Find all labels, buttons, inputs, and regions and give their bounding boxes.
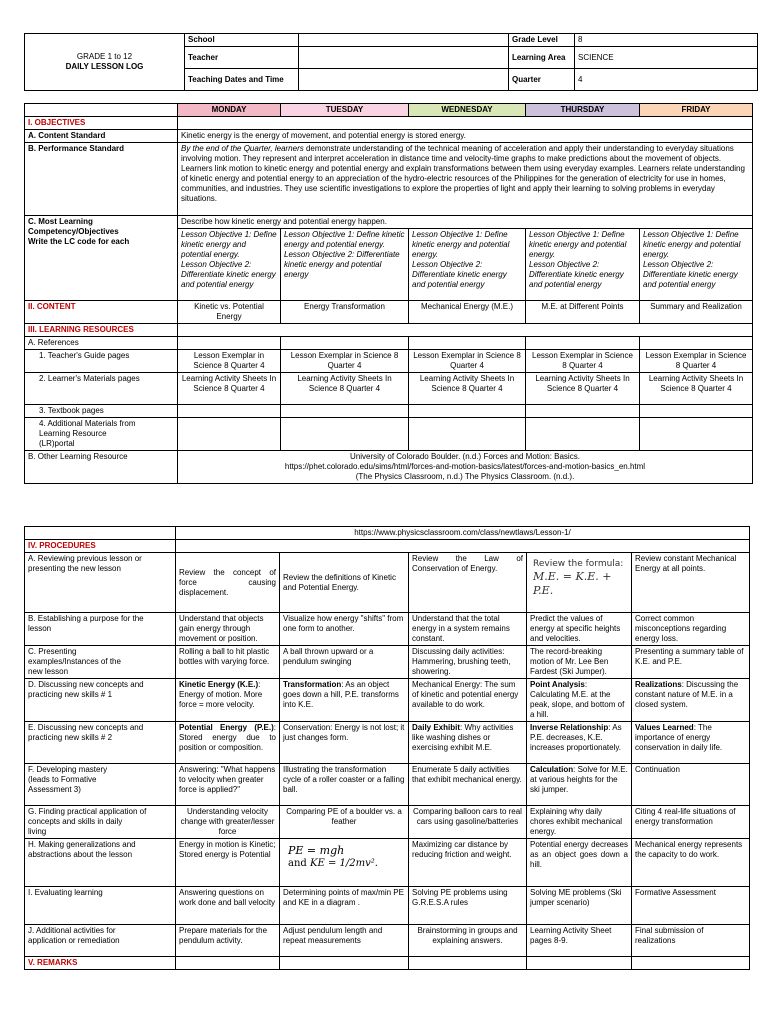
- procedure-label-j: J. Additional activities for application or remediation: [25, 925, 176, 957]
- procedure-label-f: F. Developing mastery (leads to Formative Assessment 3): [25, 764, 176, 806]
- procedure-d-tuesday: [280, 679, 409, 722]
- quarter-label: Quarter: [509, 69, 575, 91]
- procedure-j-thursday: Learning Activity Sheet pages 8-9.: [527, 925, 632, 957]
- tg-monday: Lesson Exemplar in Science 8 Quarter 4: [178, 350, 281, 373]
- procedure-b-tuesday: Visualize how energy "shifts" from one form to another.: [280, 613, 409, 646]
- tg-tuesday: Lesson Exemplar in Science 8 Quarter 4: [281, 350, 409, 373]
- additional-monday: [178, 418, 281, 451]
- mechanical-energy-formula: M.E. = K.E. + P.E.: [533, 570, 612, 597]
- day-header-tuesday: TUESDAY: [281, 104, 409, 117]
- content-standard-text: Kinetic energy is the energy of movement, and potential energy is stored energy.: [178, 130, 753, 143]
- remarks-wednesday: [409, 957, 527, 970]
- procedure-h-thursday: Potential energy decreases as an object goes down a hill.: [527, 839, 632, 887]
- procedure-e-friday: [632, 722, 750, 764]
- kinetic-energy-definition: : Energy of motion. More force = more velocity.: [179, 680, 263, 709]
- remarks-tuesday: [280, 957, 409, 970]
- point-analysis-term: Point Analysis: [530, 680, 585, 689]
- content-topic-thursday: M.E. at Different Points: [526, 301, 640, 324]
- objective-monday: Lesson Objective 1: Define kinetic energy and potential energy. Lesson Objective 2: Differentiate kinetic energy and potential energy: [178, 229, 281, 301]
- header-table: [24, 33, 758, 91]
- formula-and: and: [288, 858, 307, 869]
- additional-materials-label: 4. Additional Materials from Learning Resource (LR)portal: [25, 418, 178, 451]
- remarks-monday: [176, 957, 280, 970]
- calculation-definition: : Solve for M.E. at various heights for the ski jumper.: [530, 765, 628, 794]
- lm-monday: Learning Activity Sheets In Science 8 Quarter 4: [178, 373, 281, 405]
- procedure-h-monday: Energy in motion is Kinetic; Stored energy is Potential: [176, 839, 280, 887]
- resources-heading: III. LEARNING RESOURCES: [25, 324, 178, 337]
- procedure-e-monday: [176, 722, 280, 764]
- procedures-heading: IV. PROCEDURES: [25, 540, 176, 553]
- procedure-j-tuesday: Adjust pendulum length and repeat measurements: [280, 925, 409, 957]
- references-cell-tuesday: [281, 337, 409, 350]
- school-label: School: [185, 34, 299, 47]
- lm-tuesday: Learning Activity Sheets In Science 8 Quarter 4: [281, 373, 409, 405]
- objective-tuesday: Lesson Objective 1: Define kinetic energy and potential energy. Lesson Objective 2: Differentiate kinetic energy and potential energy: [281, 229, 409, 301]
- teacher-field[interactable]: [299, 47, 509, 69]
- procedure-f-friday: Continuation: [632, 764, 750, 806]
- day-header-friday: FRIDAY: [640, 104, 753, 117]
- procedure-label-h: H. Making generalizations and abstractions about the lesson: [25, 839, 176, 887]
- procedure-b-thursday: Predict the values of energy at specific heights and velocities.: [527, 613, 632, 646]
- lm-thursday: Learning Activity Sheets In Science 8 Quarter 4: [526, 373, 640, 405]
- procedure-a-tuesday: Review the definitions of Kinetic and Potential Energy.: [280, 553, 409, 613]
- procedure-g-friday: Citing 4 real-life situations of energy transformation: [632, 806, 750, 839]
- objectives-blank: [178, 117, 753, 130]
- objectives-heading: I. OBJECTIVES: [25, 117, 178, 130]
- procedure-i-tuesday: Determining points of max/min PE and KE in a diagram .: [280, 887, 409, 925]
- lm-friday: Learning Activity Sheets In Science 8 Quarter 4: [640, 373, 753, 405]
- day-header-thursday: THURSDAY: [526, 104, 640, 117]
- daily-exhibit-definition: : Why activities like washing dishes or exercising exhibit M.E.: [412, 723, 514, 752]
- dates-label: Teaching Dates and Time: [185, 69, 299, 91]
- physics-classroom-url: https://www.physicsclassroom.com/class/newtlaws/Lesson-1/: [176, 527, 750, 540]
- procedure-i-friday: Formative Assessment: [632, 887, 750, 925]
- values-learned-definition: : The importance of energy conservation in daily life.: [635, 723, 723, 752]
- procedure-label-i: I. Evaluating learning: [25, 887, 176, 925]
- procedure-label-e: E. Discussing new concepts and practicing new skills # 2: [25, 722, 176, 764]
- procedure-c-thursday: The record-breaking motion of Mr. Lee Ben Fardest (Ski Jumper).: [527, 646, 632, 679]
- grade-level-field[interactable]: 8: [575, 34, 758, 47]
- ke-formula: KE = 1/2mv².: [310, 858, 378, 869]
- url-blank: [25, 527, 176, 540]
- objective-friday: Lesson Objective 1: Define kinetic energy and potential energy. Lesson Objective 2: Differentiate kinetic energy and potential energy: [640, 229, 753, 301]
- procedure-label-a: A. Reviewing previous lesson or presenting the new lesson: [25, 553, 176, 613]
- competency-label: C. Most Learning Competency/Objectives Write the LC code for each: [25, 216, 178, 301]
- references-label: A. References: [25, 337, 178, 350]
- values-learned-term: Values Learned: [635, 723, 694, 732]
- procedure-g-monday: Understanding velocity change with greater/lesser force: [176, 806, 280, 839]
- content-standard-label: A. Content Standard: [25, 130, 178, 143]
- textbook-thursday: [526, 405, 640, 418]
- kinetic-energy-term: Kinetic Energy (K.E.): [179, 680, 259, 689]
- textbook-monday: [178, 405, 281, 418]
- procedure-g-wednesday: Comparing balloon cars to real cars using gasoline/batteries: [409, 806, 527, 839]
- procedure-i-monday: Answering questions on work done and ball velocity: [176, 887, 280, 925]
- performance-standard-label: B. Performance Standard: [25, 143, 178, 216]
- procedure-j-wednesday: Brainstorming in groups and explaining answers.: [409, 925, 527, 957]
- procedure-a-wednesday: Review the Law of Conservation of Energy.: [409, 553, 527, 613]
- calculation-term: Calculation: [530, 765, 574, 774]
- objective-wednesday: Lesson Objective 1: Define kinetic energy and potential energy. Lesson Objective 2: Differentiate kinetic energy and potential energy: [409, 229, 526, 301]
- transformation-term: Transformation: [283, 680, 342, 689]
- day-header-blank: [25, 104, 178, 117]
- procedure-f-tuesday: Illustrating the transformation cycle of a roller coaster or a falling ball.: [280, 764, 409, 806]
- performance-standard-text: [178, 143, 753, 216]
- procedure-h-tuesday: [280, 839, 409, 887]
- potential-energy-definition: : Stored energy due to position or composition.: [179, 723, 276, 752]
- learning-area-field[interactable]: SCIENCE: [575, 47, 758, 69]
- other-resource-text: University of Colorado Boulder. (n.d.) Forces and Motion: Basics. https://phet.colorado.edu/sims/html/forces-and-motion-basics/latest/forces-and-motion-basics_en.html (The Physics Classroom, n.d.) The Physics Classroom. (n.d.).: [178, 451, 753, 484]
- procedure-h-wednesday: Maximizing car distance by reducing friction and weight.: [409, 839, 527, 887]
- content-topic-friday: Summary and Realization: [640, 301, 753, 324]
- content-topic-tuesday: Energy Transformation: [281, 301, 409, 324]
- procedure-i-thursday: Solving ME problems (Ski jumper scenario): [527, 887, 632, 925]
- procedure-d-wednesday: Mechanical Energy: The sum of kinetic and potential energy available to do work.: [409, 679, 527, 722]
- procedure-label-c: C. Presenting examples/Instances of the new lesson: [25, 646, 176, 679]
- procedure-c-wednesday: Discussing daily activities: Hammering, brushing teeth, showering.: [409, 646, 527, 679]
- references-cell-friday: [640, 337, 753, 350]
- additional-thursday: [526, 418, 640, 451]
- remarks-thursday: [527, 957, 632, 970]
- procedure-label-g: G. Finding practical application of concepts and skills in daily living: [25, 806, 176, 839]
- log-title: DAILY LESSON LOG: [65, 62, 144, 71]
- procedure-g-tuesday: Comparing PE of a boulder vs. a feather: [280, 806, 409, 839]
- day-header-monday: MONDAY: [178, 104, 281, 117]
- dates-field[interactable]: [299, 69, 509, 91]
- inverse-relationship-definition: : As P.E. decreases, K.E. increases proportionately.: [530, 723, 622, 752]
- review-formula-label: Review the formula:: [533, 559, 624, 569]
- procedure-d-friday: [632, 679, 750, 722]
- grade-level-label: Grade Level: [509, 34, 575, 47]
- lm-label: 2. Learner's Materials pages: [25, 373, 178, 405]
- procedure-j-monday: Prepare materials for the pendulum activity.: [176, 925, 280, 957]
- performance-body: demonstrate understanding of the technical meaning of acceleration and apply their understanding to everyday situations involving motion. They represent and interpret acceleration in distance time and velocity-time graphs to make predictions about the movement of objects. Learners link motion to kinetic energy and potential energy and explain transformations between them using everyday examples. Learners relate understanding of kinetic energy and potential energy to an appreciation of the hydro-electric resources of the Philippines for the generation of electricity for use in homes, communities, and industries. They use scientific investigations to explore the properties of light and apply their learning to solving problems in everyday situations.: [181, 144, 745, 203]
- content-topic-wednesday: Mechanical Energy (M.E.): [409, 301, 526, 324]
- additional-friday: [640, 418, 753, 451]
- procedure-d-monday: [176, 679, 280, 722]
- procedure-f-thursday: [527, 764, 632, 806]
- textbook-label: 3. Textbook pages: [25, 405, 178, 418]
- additional-wednesday: [409, 418, 526, 451]
- procedure-b-monday: Understand that objects gain energy through movement or position.: [176, 613, 280, 646]
- tg-friday: Lesson Exemplar in Science 8 Quarter 4: [640, 350, 753, 373]
- procedure-h-friday: Mechanical energy represents the capacity to do work.: [632, 839, 750, 887]
- references-cell-wednesday: [409, 337, 526, 350]
- transformation-definition: : As an object goes down a hill, P.E. transforms into K.E.: [283, 680, 399, 709]
- lm-wednesday: Learning Activity Sheets In Science 8 Quarter 4: [409, 373, 526, 405]
- procedure-e-tuesday: Conservation: Energy is not lost; it just changes form.: [280, 722, 409, 764]
- textbook-wednesday: [409, 405, 526, 418]
- point-analysis-definition: : Calculating M.E. at the peak, slope, and bottom of a hill.: [530, 680, 625, 719]
- procedures-table: [24, 526, 750, 970]
- procedures-blank: [176, 540, 750, 553]
- procedure-a-friday: Review constant Mechanical Energy at all points.: [632, 553, 750, 613]
- tg-label: 1. Teacher's Guide pages: [25, 350, 178, 373]
- procedure-j-friday: Final submission of realizations: [632, 925, 750, 957]
- grade-line: GRADE 1 to 12: [76, 52, 133, 61]
- remarks-heading: V. REMARKS: [25, 957, 176, 970]
- pe-ke-connector: [288, 858, 405, 869]
- quarter-field[interactable]: 4: [575, 69, 758, 91]
- objective-thursday: Lesson Objective 1: Define kinetic energy and potential energy. Lesson Objective 2: Differentiate kinetic energy and potential energy: [526, 229, 640, 301]
- potential-energy-term: Potential Energy (P.E.): [179, 723, 274, 732]
- pe-formula: PE = mgh: [288, 844, 345, 857]
- procedure-f-wednesday: Enumerate 5 daily activities that exhibit mechanical energy.: [409, 764, 527, 806]
- grade-title-cell: [25, 34, 185, 91]
- procedure-g-thursday: Explaining why daily chores exhibit mechanical energy.: [527, 806, 632, 839]
- textbook-friday: [640, 405, 753, 418]
- references-cell-thursday: [526, 337, 640, 350]
- teacher-label: Teacher: [185, 47, 299, 69]
- tg-wednesday: Lesson Exemplar in Science 8 Quarter 4: [409, 350, 526, 373]
- procedure-i-wednesday: Solving PE problems using G.R.E.S.A rules: [409, 887, 527, 925]
- learning-area-label: Learning Area: [509, 47, 575, 69]
- realizations-definition: : Discussing the constant nature of M.E. in a closed system.: [635, 680, 739, 709]
- day-header-wednesday: WEDNESDAY: [409, 104, 526, 117]
- content-heading: II. CONTENT: [25, 301, 178, 324]
- procedure-d-thursday: [527, 679, 632, 722]
- textbook-tuesday: [281, 405, 409, 418]
- other-resource-label: B. Other Learning Resource: [25, 451, 178, 484]
- procedure-a-monday: Review the concept of force causing displacement.: [176, 553, 280, 613]
- procedure-e-thursday: [527, 722, 632, 764]
- realizations-term: Realizations: [635, 680, 682, 689]
- resources-blank: [178, 324, 753, 337]
- competency-summary: Describe how kinetic energy and potential energy happen.: [178, 216, 753, 229]
- procedure-f-monday: Answering: "What happens to velocity when greater force is applied?": [176, 764, 280, 806]
- content-topic-monday: Kinetic vs. Potential Energy: [178, 301, 281, 324]
- procedure-a-thursday: [527, 553, 632, 613]
- lesson-log-table: [24, 103, 753, 484]
- remarks-friday: [632, 957, 750, 970]
- procedure-c-monday: Rolling a ball to hit plastic bottles with varying force.: [176, 646, 280, 679]
- procedure-b-wednesday: Understand that the total energy in a system remains constant.: [409, 613, 527, 646]
- daily-exhibit-term: Daily Exhibit: [412, 723, 461, 732]
- procedure-label-d: D. Discussing new concepts and practicing new skills # 1: [25, 679, 176, 722]
- inverse-relationship-term: Inverse Relationship: [530, 723, 609, 732]
- procedure-b-friday: Correct common misconceptions regarding energy loss.: [632, 613, 750, 646]
- additional-tuesday: [281, 418, 409, 451]
- performance-lead: By the end of the Quarter, learners: [181, 144, 304, 153]
- references-cell-monday: [178, 337, 281, 350]
- procedure-label-b: B. Establishing a purpose for the lesson: [25, 613, 176, 646]
- tg-thursday: Lesson Exemplar in Science 8 Quarter 4: [526, 350, 640, 373]
- school-field[interactable]: [299, 34, 509, 47]
- procedure-c-tuesday: A ball thrown upward or a pendulum swinging: [280, 646, 409, 679]
- procedure-e-wednesday: [409, 722, 527, 764]
- procedure-c-friday: Presenting a summary table of K.E. and P.E.: [632, 646, 750, 679]
